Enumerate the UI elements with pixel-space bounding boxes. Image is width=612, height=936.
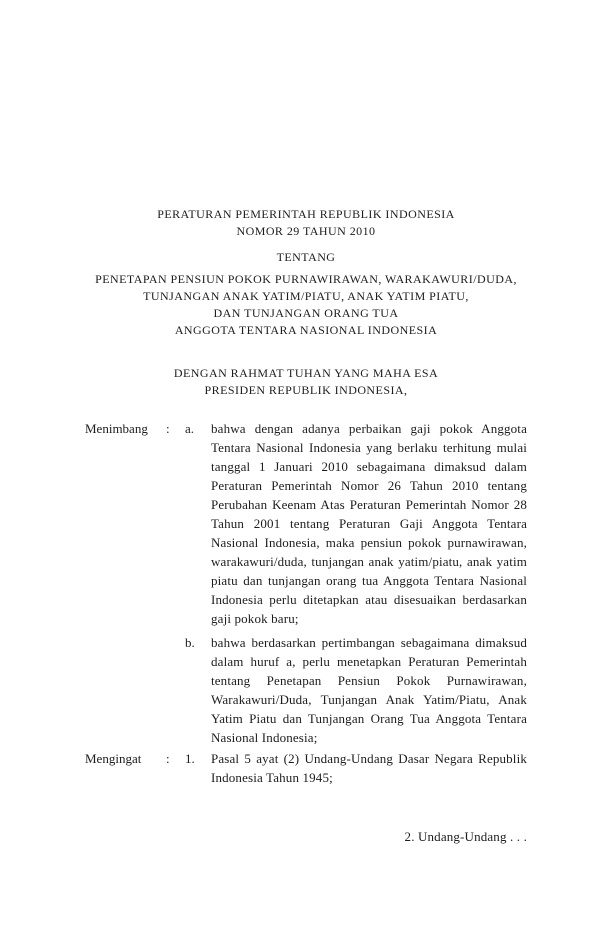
menimbang-label: Menimbang: [85, 421, 148, 436]
item-text: bahwa berdasarkan pertimbangan sebagaimana dimaksud dalam huruf a, perlu menetapkan Peraturan Pemerintah tentang Penetapan Pensiun Pokok Purnawirawan, Warakawuri/Duda, Tunjangan Anak Yatim/Piatu, Anak Yatim Piatu dan Tunjangan Orang Tua Anggota Tentara Nasional Indonesia;: [211, 635, 527, 745]
mengingat-item-1: [185, 749, 527, 787]
tentang-label: TENTANG: [276, 250, 336, 264]
item-marker: a.: [185, 421, 195, 436]
document-title: [85, 206, 527, 239]
subject-line: DAN TUNJANGAN ORANG TUA: [213, 306, 399, 320]
subject-line: PENETAPAN PENSIUN POKOK PURNAWIRAWAN, WARAKAWURI/DUDA,: [95, 272, 517, 286]
menimbang-item-a: [185, 419, 527, 628]
document-preamble: [85, 365, 527, 399]
title-line: PERATURAN PEMERINTAH REPUBLIK INDONESIA: [157, 207, 455, 221]
mengingat-label: Mengingat: [85, 751, 142, 766]
mengingat-separator: :: [166, 751, 170, 766]
title-number-line: NOMOR 29 TAHUN 2010: [236, 223, 376, 238]
item-text: Pasal 5 ayat (2) Undang-Undang Dasar Negara Republik Indonesia Tahun 1945;: [211, 751, 527, 785]
page-catchword: 2. Undang-Undang . . .: [404, 829, 527, 844]
mengingat-items: [185, 749, 527, 787]
document-body: [85, 419, 527, 845]
subject-line: ANGGOTA TENTARA NASIONAL INDONESIA: [174, 323, 438, 337]
menimbang-items: [185, 419, 527, 747]
preamble-line: DENGAN RAHMAT TUHAN YANG MAHA ESA: [173, 366, 439, 380]
item-marker: b.: [185, 635, 195, 650]
mengingat-section: [85, 749, 527, 787]
subject-line: TUNJANGAN ANAK YATIM/PIATU, ANAK YATIM PIATU,: [143, 289, 469, 303]
item-text: bahwa dengan adanya perbaikan gaji pokok Anggota Tentara Nasional Indonesia yang berlaku terhitung mulai tanggal 1 Januari 2010 sebagaimana dimaksud dalam Peraturan Pemerintah Nomor 26 Tahun 2010 tentang Perubahan Keenam Atas Peraturan Pemerintah Nomor 28 Tahun 2001 tentang Peraturan Gaji Anggota Tentara Nasional Indonesia, maka pensiun pokok purnawirawan, warakawuri/duda, tunjangan anak yatim/piatu, anak yatim piatu dan tunjangan orang tua Anggota Tentara Nasional Indonesia perlu ditetapkan atau disesuaikan berdasarkan gaji pokok baru;: [211, 421, 527, 626]
preamble-line: PRESIDEN REPUBLIK INDONESIA,: [204, 383, 408, 397]
menimbang-item-b: [185, 633, 527, 747]
menimbang-separator: :: [166, 421, 170, 436]
document-subject: [85, 271, 527, 339]
item-marker: 1.: [185, 751, 195, 766]
menimbang-section: [85, 419, 527, 747]
